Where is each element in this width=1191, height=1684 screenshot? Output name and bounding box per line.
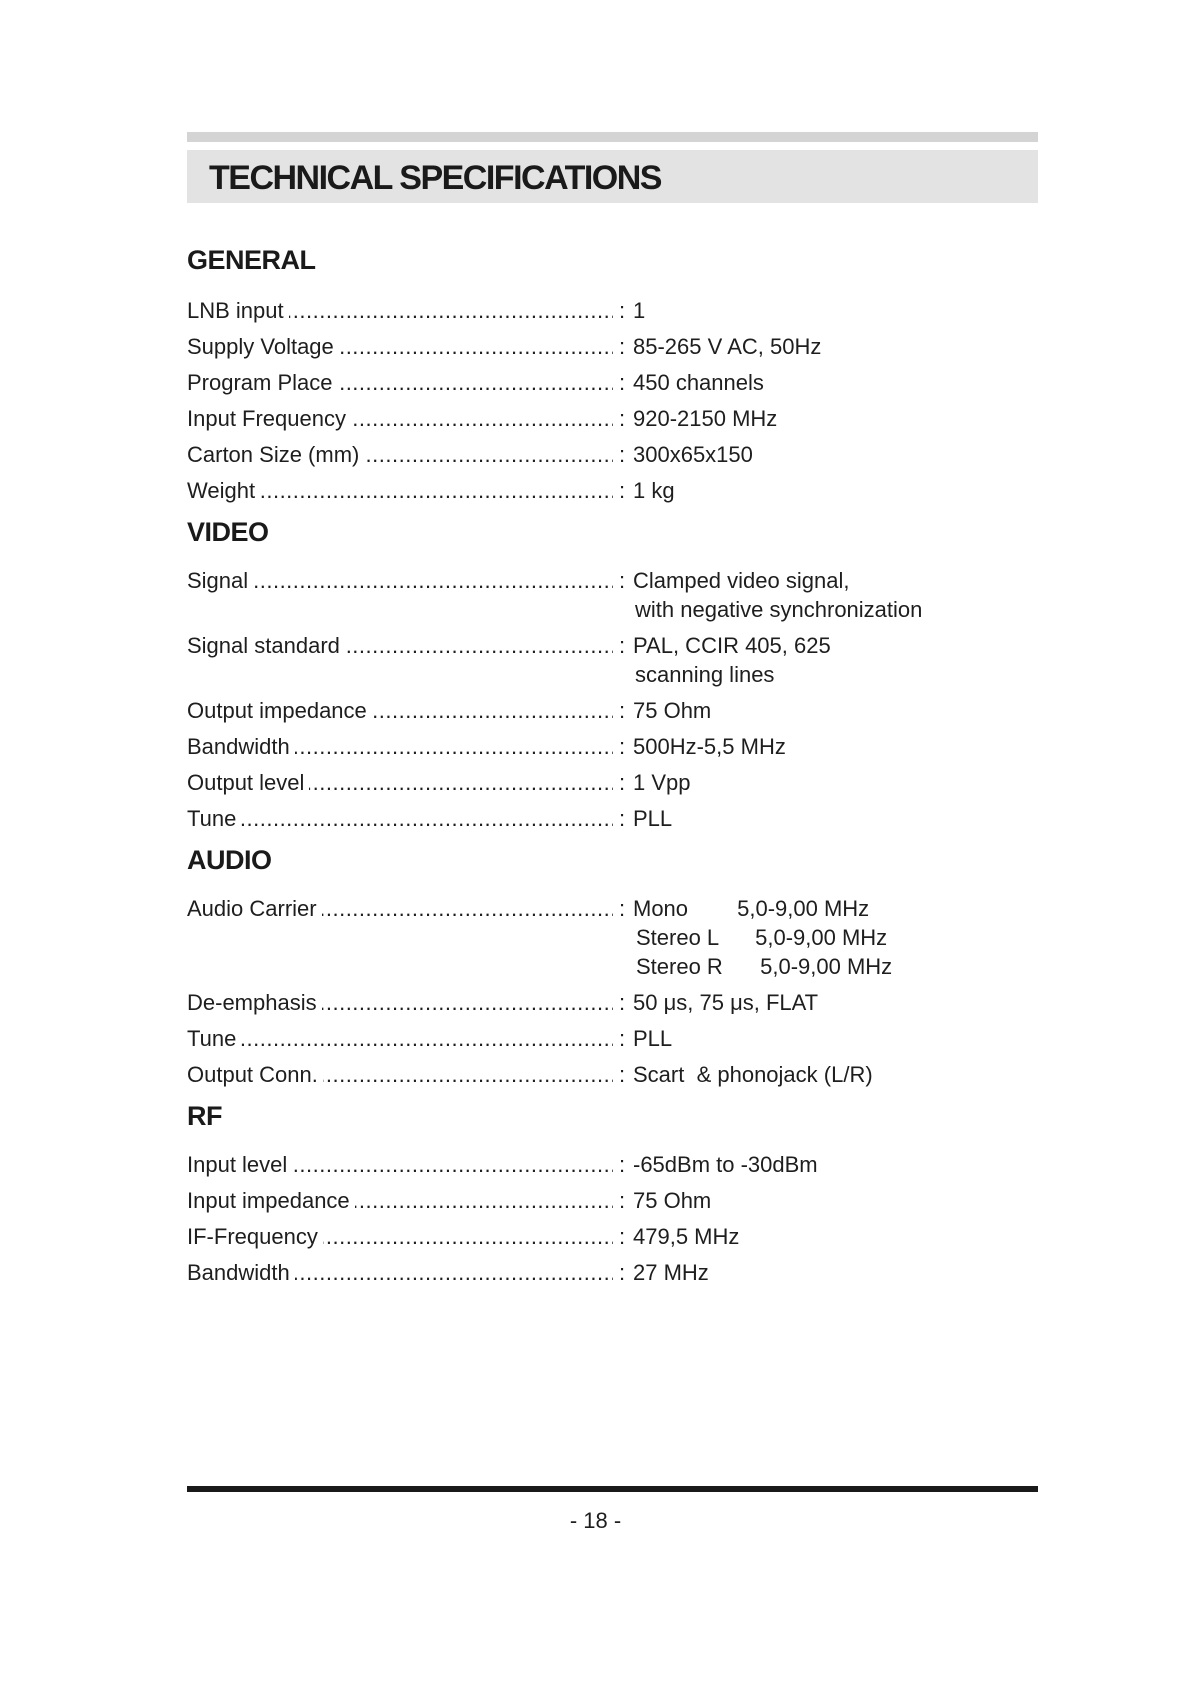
spec-value: 920-2150 MHz	[633, 406, 778, 431]
spec-label: Bandwidth .....	[187, 732, 613, 761]
footer-rule	[187, 1486, 1038, 1492]
spec-row	[187, 732, 1038, 761]
carrier-range: 5,0-9,00 MHz	[755, 925, 888, 950]
header-top-bar	[187, 132, 1038, 142]
spec-label: Output impedance .....	[187, 696, 613, 725]
colon-separator: :	[619, 478, 626, 503]
spec-value: 1 kg	[633, 478, 675, 503]
spec-label: Output level .....	[187, 768, 613, 797]
spec-value: 50 μs, 75 μs, FLAT	[633, 990, 819, 1015]
colon-separator: :	[619, 734, 626, 759]
spec-row	[187, 1024, 1038, 1053]
colon-separator: :	[619, 1152, 626, 1177]
spec-value: 479,5 MHz	[633, 1224, 740, 1249]
spec-value	[633, 894, 1038, 981]
section-heading-general: GENERAL	[187, 245, 316, 275]
spec-row	[187, 296, 1038, 325]
carrier-mode: Stereo L	[636, 925, 720, 950]
spec-value: 75 Ohm	[633, 698, 712, 723]
spec-label: IF-Frequency .....	[187, 1222, 613, 1251]
carrier-range: 5,0-9,00 MHz	[737, 896, 870, 921]
colon-separator: :	[619, 1188, 626, 1213]
spec-row	[187, 631, 1038, 689]
spec-row	[187, 332, 1038, 361]
carrier-mode-line	[633, 952, 1038, 981]
colon-separator: :	[619, 1062, 626, 1087]
spec-label: Weight .....	[187, 476, 613, 505]
spec-value: 450 channels	[633, 370, 764, 395]
colon-separator: :	[619, 633, 626, 658]
colon-separator: :	[619, 568, 626, 593]
value-line: with negative synchronization	[635, 597, 923, 622]
spec-row	[187, 1186, 1038, 1215]
colon-separator: :	[619, 1260, 626, 1285]
colon-separator: :	[619, 370, 626, 395]
colon-separator: :	[619, 806, 626, 831]
spec-label: Input Frequency .....	[187, 404, 613, 433]
spec-value: 500Hz-5,5 MHz	[633, 734, 786, 759]
spec-row	[187, 1258, 1038, 1287]
section-heading-audio: AUDIO	[187, 845, 272, 875]
spec-row	[187, 476, 1038, 505]
spec-label: Input level .....	[187, 1150, 613, 1179]
spec-label: Program Place .....	[187, 368, 613, 397]
colon-separator: :	[619, 334, 626, 359]
spec-value: 300x65x150	[633, 442, 753, 467]
spec-value: 1	[633, 298, 646, 323]
carrier-mode-line	[633, 923, 1038, 952]
value-line: scanning lines	[635, 662, 775, 687]
spec-label: De-emphasis .....	[187, 988, 613, 1017]
spec-row	[187, 404, 1038, 433]
section-heading-video: VIDEO	[187, 517, 269, 547]
spec-row	[187, 696, 1038, 725]
spec-label: Bandwidth .....	[187, 1258, 613, 1287]
spec-row	[187, 368, 1038, 397]
colon-separator: :	[619, 298, 626, 323]
carrier-range: 5,0-9,00 MHz	[760, 954, 893, 979]
spec-value: -65dBm to -30dBm	[633, 1152, 818, 1177]
carrier-mode: Stereo R	[636, 954, 723, 979]
spec-label: Tune .....	[187, 804, 613, 833]
spec-row	[187, 768, 1038, 797]
spec-label: Carton Size (mm) .....	[187, 440, 613, 469]
colon-separator: :	[619, 1224, 626, 1249]
spec-label: Tune .....	[187, 1024, 613, 1053]
spec-value	[633, 566, 1038, 624]
spec-row	[187, 988, 1038, 1017]
page-title: TECHNICAL SPECIFICATIONS	[209, 159, 661, 197]
section-heading-rf: RF	[187, 1101, 222, 1131]
value-line: PAL, CCIR 405, 625	[633, 633, 831, 658]
carrier-mode-line	[633, 894, 1038, 923]
spec-value: 1 Vpp	[633, 770, 691, 795]
page-number: - 18 -	[569, 1508, 622, 1533]
spec-value: 75 Ohm	[633, 1188, 712, 1213]
spec-label: LNB input .....	[187, 296, 613, 325]
spec-label: Signal standard .....	[187, 631, 613, 660]
colon-separator: :	[619, 1026, 626, 1051]
colon-separator: :	[619, 770, 626, 795]
spec-row	[187, 566, 1038, 624]
colon-separator: :	[619, 990, 626, 1015]
spec-value: 27 MHz	[633, 1260, 709, 1285]
title-band	[187, 150, 1038, 203]
spec-row	[187, 804, 1038, 833]
value-line: Clamped video signal,	[633, 568, 850, 593]
carrier-mode: Mono	[633, 896, 689, 921]
spec-value: 85-265 V AC, 50Hz	[633, 334, 822, 359]
spec-label: Signal .....	[187, 566, 613, 595]
spec-row	[187, 1150, 1038, 1179]
spec-value	[633, 631, 1038, 689]
colon-separator: :	[619, 896, 626, 921]
spec-label: Audio Carrier .....	[187, 894, 613, 923]
colon-separator: :	[619, 442, 626, 467]
spec-label: Input impedance .....	[187, 1186, 613, 1215]
spec-value: PLL	[633, 1026, 673, 1051]
spec-row	[187, 894, 1038, 981]
colon-separator: :	[619, 698, 626, 723]
spec-value: Scart & phonojack (L/R)	[633, 1062, 873, 1087]
spec-row	[187, 1060, 1038, 1089]
spec-label: Supply Voltage .....	[187, 332, 613, 361]
colon-separator: :	[619, 406, 626, 431]
spec-value: PLL	[633, 806, 673, 831]
spec-row	[187, 1222, 1038, 1251]
spec-row	[187, 440, 1038, 469]
spec-content	[187, 240, 1038, 1294]
spec-label: Output Conn. .....	[187, 1060, 613, 1089]
